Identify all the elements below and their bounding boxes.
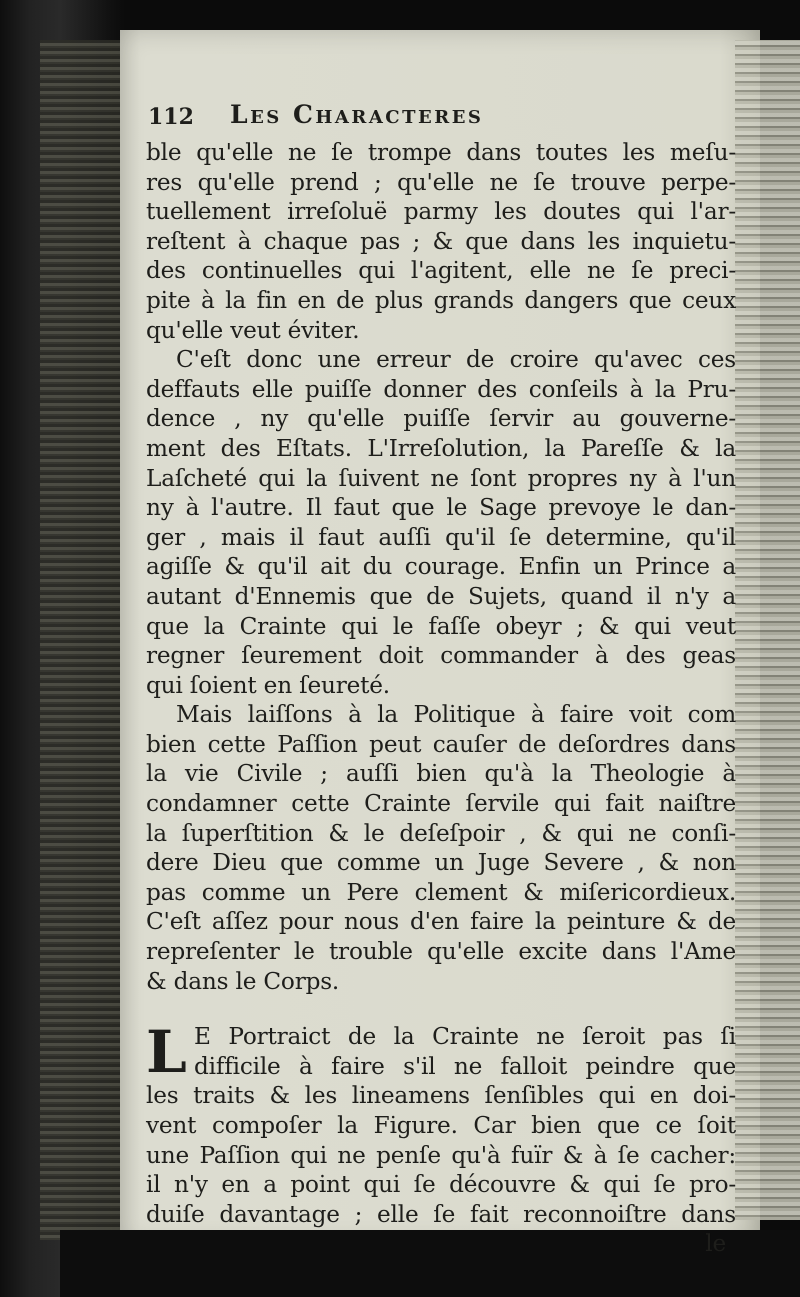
text-line: vent compoſer la Figure. Car bien que ce ſoit — [146, 1112, 736, 1139]
text-line: autant d'Ennemis que de Sujets, quand il n'y a — [146, 582, 736, 610]
text-line: il n'y en a point qui ſe découvre & qui ſe pro- — [146, 1171, 736, 1199]
page-header — [146, 100, 736, 136]
section-block — [146, 1018, 736, 1259]
text-line: la ſuperſtition & le deſeſpoir , & qui ne conſi- — [146, 819, 736, 847]
text-line: une Paſſion qui ne penſe qu'à fuïr & à ſe cacher: — [146, 1141, 736, 1169]
text-line: qui ſoient en ſeureté. — [146, 671, 390, 699]
text-line: la vie Civile ; auſſi bien qu'à la Theologie à — [146, 760, 736, 788]
text-line: Mais laiſſons à la Politique à faire voit com — [176, 701, 736, 729]
page-text — [146, 100, 736, 1259]
text-line: res qu'elle prend ; qu'elle ne ſe trouve perpe- — [146, 168, 736, 196]
text-line: C'eſt donc une erreur de croire qu'avec ces — [176, 346, 736, 374]
text-line: qu'elle veut éviter. — [146, 316, 360, 344]
page-number: 112 — [148, 104, 194, 130]
paragraph-3 — [146, 700, 736, 996]
text-line: Laſcheté qui la ſuivent ne ſont propres ny à l'un — [146, 464, 736, 492]
text-line: les traits & les lineamens ſenſibles qui en doi- — [146, 1082, 736, 1110]
text-line: & dans le Corps. — [146, 967, 340, 995]
text-line: duiſe davantage ; elle ſe fait reconnoiſtre dans — [146, 1200, 736, 1228]
text-line: agiſſe & qu'il ait du courage. Enfin un Prince a — [146, 553, 736, 581]
section-gap — [146, 996, 736, 1022]
text-line: pite à la fin en de plus grands dangers que ceux — [146, 286, 736, 314]
drop-cap: L — [146, 1018, 187, 1087]
text-line: des continuelles qui l'agitent, elle ne ſe preci- — [146, 257, 736, 285]
text-line: tuellement irreſoluë parmy les doutes qui l'ar- — [146, 198, 736, 226]
text-line: reſtent à chaque pas ; & que dans les inquietu- — [146, 227, 736, 255]
paragraph-2 — [146, 345, 736, 700]
text-line: dere Dieu que comme un Juge Severe , & non — [146, 849, 736, 877]
text-line: pas comme un Pere clement & miſericordieux. — [146, 878, 736, 906]
text-line: ment des Eſtats. L'Irreſolution, la Pareſſe & la — [146, 434, 736, 462]
paragraph-1 — [146, 138, 736, 345]
text-line: ger , mais il faut auſſi qu'il ſe determine, qu'il — [146, 523, 736, 551]
text-line: dence , ny qu'elle puiſſe ſervir au gouverne- — [146, 405, 736, 433]
running-title: Les Characteres — [230, 100, 484, 129]
text-line: difficile à faire s'il ne falloit peindre que — [194, 1052, 736, 1080]
text-line: bien cette Paſſion peut cauſer de deſordres dans — [146, 730, 736, 758]
text-line: ble qu'elle ne ſe trompe dans toutes les meſu- — [146, 139, 736, 166]
text-line: E Portraict de la Crainte ne ſeroit pas ſi — [194, 1023, 736, 1051]
text-line: repreſenter le trouble qu'elle excite dans l'Ame — [146, 938, 736, 966]
catchword: le — [705, 1230, 726, 1258]
text-line: C'eſt aſſez pour nous d'en faire la peinture & de — [146, 908, 736, 936]
text-line: condamner cette Crainte ſervile qui fait naiſtre — [146, 790, 736, 818]
text-line: ny à l'autre. Il faut que le Sage prevoye le dan- — [146, 494, 736, 522]
text-line: deffauts elle puiſſe donner des conſeils à la Pru- — [146, 375, 736, 403]
text-line: que la Crainte qui le faſſe obeyr ; & qui veut — [146, 612, 736, 640]
page-edges — [735, 40, 800, 1220]
text-line: regner ſeurement doit commander à des geas — [146, 642, 736, 670]
